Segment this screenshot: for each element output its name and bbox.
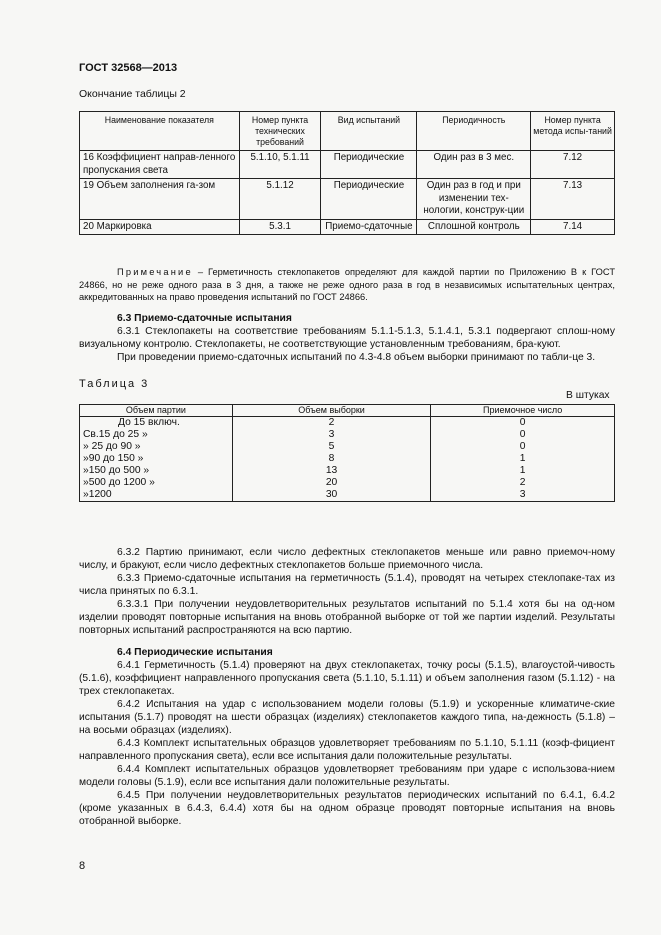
table-cell: 5.3.1 [239,219,321,235]
paragraph: 6.3.3.1 При получении неудовлетворительных результатов испытаний по 5.1.4 хотя бы на од-ном изделии проводят повторные испытания на вновь отобранной выборке от той же партии изделий. Результаты повторных испытаний распространяются на всю партию. [79,599,615,636]
table-cell: »150 до 500 » [80,465,233,477]
table-3 [79,404,615,502]
paragraph: 6.4.2 Испытания на удар с использованием модели головы (5.1.9) и ускоренные климатиче-ские испытания (5.1.7) проводят на шести образцах (изделиях) стеклопакетов каждого типа, на-дежность (5.1.8) – на восьми образцах (изделиях). [79,699,615,736]
table2-note [79,266,615,304]
table-row [80,417,615,430]
table-cell: 0 [431,441,615,453]
table-cell: Периодические [321,179,417,220]
table-row [80,441,615,453]
table-row [80,465,615,477]
paragraph: 6.4.1 Герметичность (5.1.4) проверяют на двух стеклопакетах, точку росы (5.1.5), влагоустой-чивость (5.1.6), коэффициент направленного пропускания света (5.1.10, 5.1.11) и объем заполнения газом (5.1.12) - на трех стеклопакетах. [79,660,615,697]
table-cell: 1 [431,453,615,465]
table-cell: Св.15 до 25 » [80,429,233,441]
page-number: 8 [79,860,86,872]
table-cell: 0 [431,429,615,441]
table-row [80,453,615,465]
table-cell: 1 [431,465,615,477]
table-row [80,219,615,235]
table-cell: 7.13 [531,179,615,220]
table2-header: Периодичность [417,112,531,151]
table-cell: »500 до 1200 » [80,477,233,489]
table-cell: 19 Объем заполнения га-зом [80,179,240,220]
table-cell: »1200 [80,489,233,502]
section-6-4 [79,646,615,828]
section-title: 6.3 Приемо-сдаточные испытания [117,313,292,324]
table-cell: До 15 включ. [80,417,233,430]
paragraph: 6.3.3 Приемо-сдаточные испытания на герметичность (5.1.4), проводят на четырех стеклопаке-тах из числа принятых по 6.3.1. [79,573,615,597]
table-cell: 8 [232,453,431,465]
table-cell: 5.1.10, 5.1.11 [239,151,321,179]
table-cell: Один раз в год и при изменении тех-нологии, конструк-ции [417,179,531,220]
paragraph: При проведении приемо-сдаточных испытаний по 4.3-4.8 объем выборки принимают по табли-це 3. [117,352,596,363]
table2-header: Наименование показателя [80,112,240,151]
table-cell: 2 [232,417,431,430]
note-label: Примечание [117,267,193,277]
table-row [80,429,615,441]
note-text: – Герметичность стеклопакетов определяют для каждой партии по Приложению В к ГОСТ 24866, но не реже одного раза в 3 дня, а также не реже одного раза в год в независимых испытательных центрах, аккредитованных на право проведения испытаний по ГОСТ 24866. [79,267,615,302]
table-cell: » 25 до 90 » [80,441,233,453]
table3-unit: В штуках [566,390,610,401]
paragraph: 6.4.5 При получении неудовлетворительных результатов периодических испытаний по 6.4.1, 6.4.2 (кроме указанных в 6.4.3, 6.4.4) хотя бы на одном образце проводят повторные испытания на вновь отобранной выборке. [79,790,615,827]
table-row [80,151,615,179]
table-cell: 3 [431,489,615,502]
table2-header: Номер пункта метода испы-таний [531,112,615,151]
table3-header: Приемочное число [431,405,615,417]
paragraph: 6.4.3 Комплект испытательных образцов удовлетворяет требованиям по 5.1.10, 5.1.11 (коэф-фициент направленного пропускания света), если все испытания дали положительные результаты. [79,738,615,762]
table2-header: Номер пункта технических требований [239,112,321,151]
table3-header: Объем партии [80,405,233,417]
table3-caption: Таблица 3 [79,378,150,390]
table-cell: Периодические [321,151,417,179]
table-cell: Сплошной контроль [417,219,531,235]
table-cell: Приемо-сдаточные [321,219,417,235]
table3-header: Объем выборки [232,405,431,417]
table-cell: 5.1.12 [239,179,321,220]
section-6-3-continued [79,546,615,637]
table2-header-row [80,112,615,151]
table-cell: Один раз в 3 мес. [417,151,531,179]
table-2 [79,111,615,235]
document-header: ГОСТ 32568—2013 [79,62,178,74]
table2-header: Вид испытаний [321,112,417,151]
table-row [80,179,615,220]
table-cell: 20 [232,477,431,489]
table-cell: 2 [431,477,615,489]
table-cell: 7.12 [531,151,615,179]
table-cell: »90 до 150 » [80,453,233,465]
table3-header-row [80,405,615,417]
paragraph: 6.3.1 Стеклопакеты на соответствие требованиям 5.1.1-5.1.3, 5.1.4.1, 5.3.1 подвергают сплош-ному визуальному контролю. Стеклопакеты, не соответствующие установленным требованиям, бра-куют. [79,326,615,350]
table-cell: 3 [232,429,431,441]
table-cell: 16 Коэффициент направ-ленного пропускания света [80,151,240,179]
table2-caption: Окончание таблицы 2 [79,88,186,100]
table-cell: 30 [232,489,431,502]
table-row [80,489,615,502]
table-cell: 20 Маркировка [80,219,240,235]
paragraph: 6.3.2 Партию принимают, если число дефектных стеклопакетов меньше или равно приемоч-ному числу, и бракуют, если число дефектных стеклопакетов больше приемочного числа. [79,547,615,571]
section-6-3 [79,312,615,364]
table-row [80,477,615,489]
section-title: 6.4 Периодические испытания [117,647,273,658]
table-cell: 0 [431,417,615,430]
table-cell: 5 [232,441,431,453]
table-cell: 13 [232,465,431,477]
table-cell: 7.14 [531,219,615,235]
paragraph: 6.4.4 Комплект испытательных образцов удовлетворяет требованиям при ударе с использова-нием модели головы (5.1.9), если все испытания дали положительные результаты. [79,764,615,788]
